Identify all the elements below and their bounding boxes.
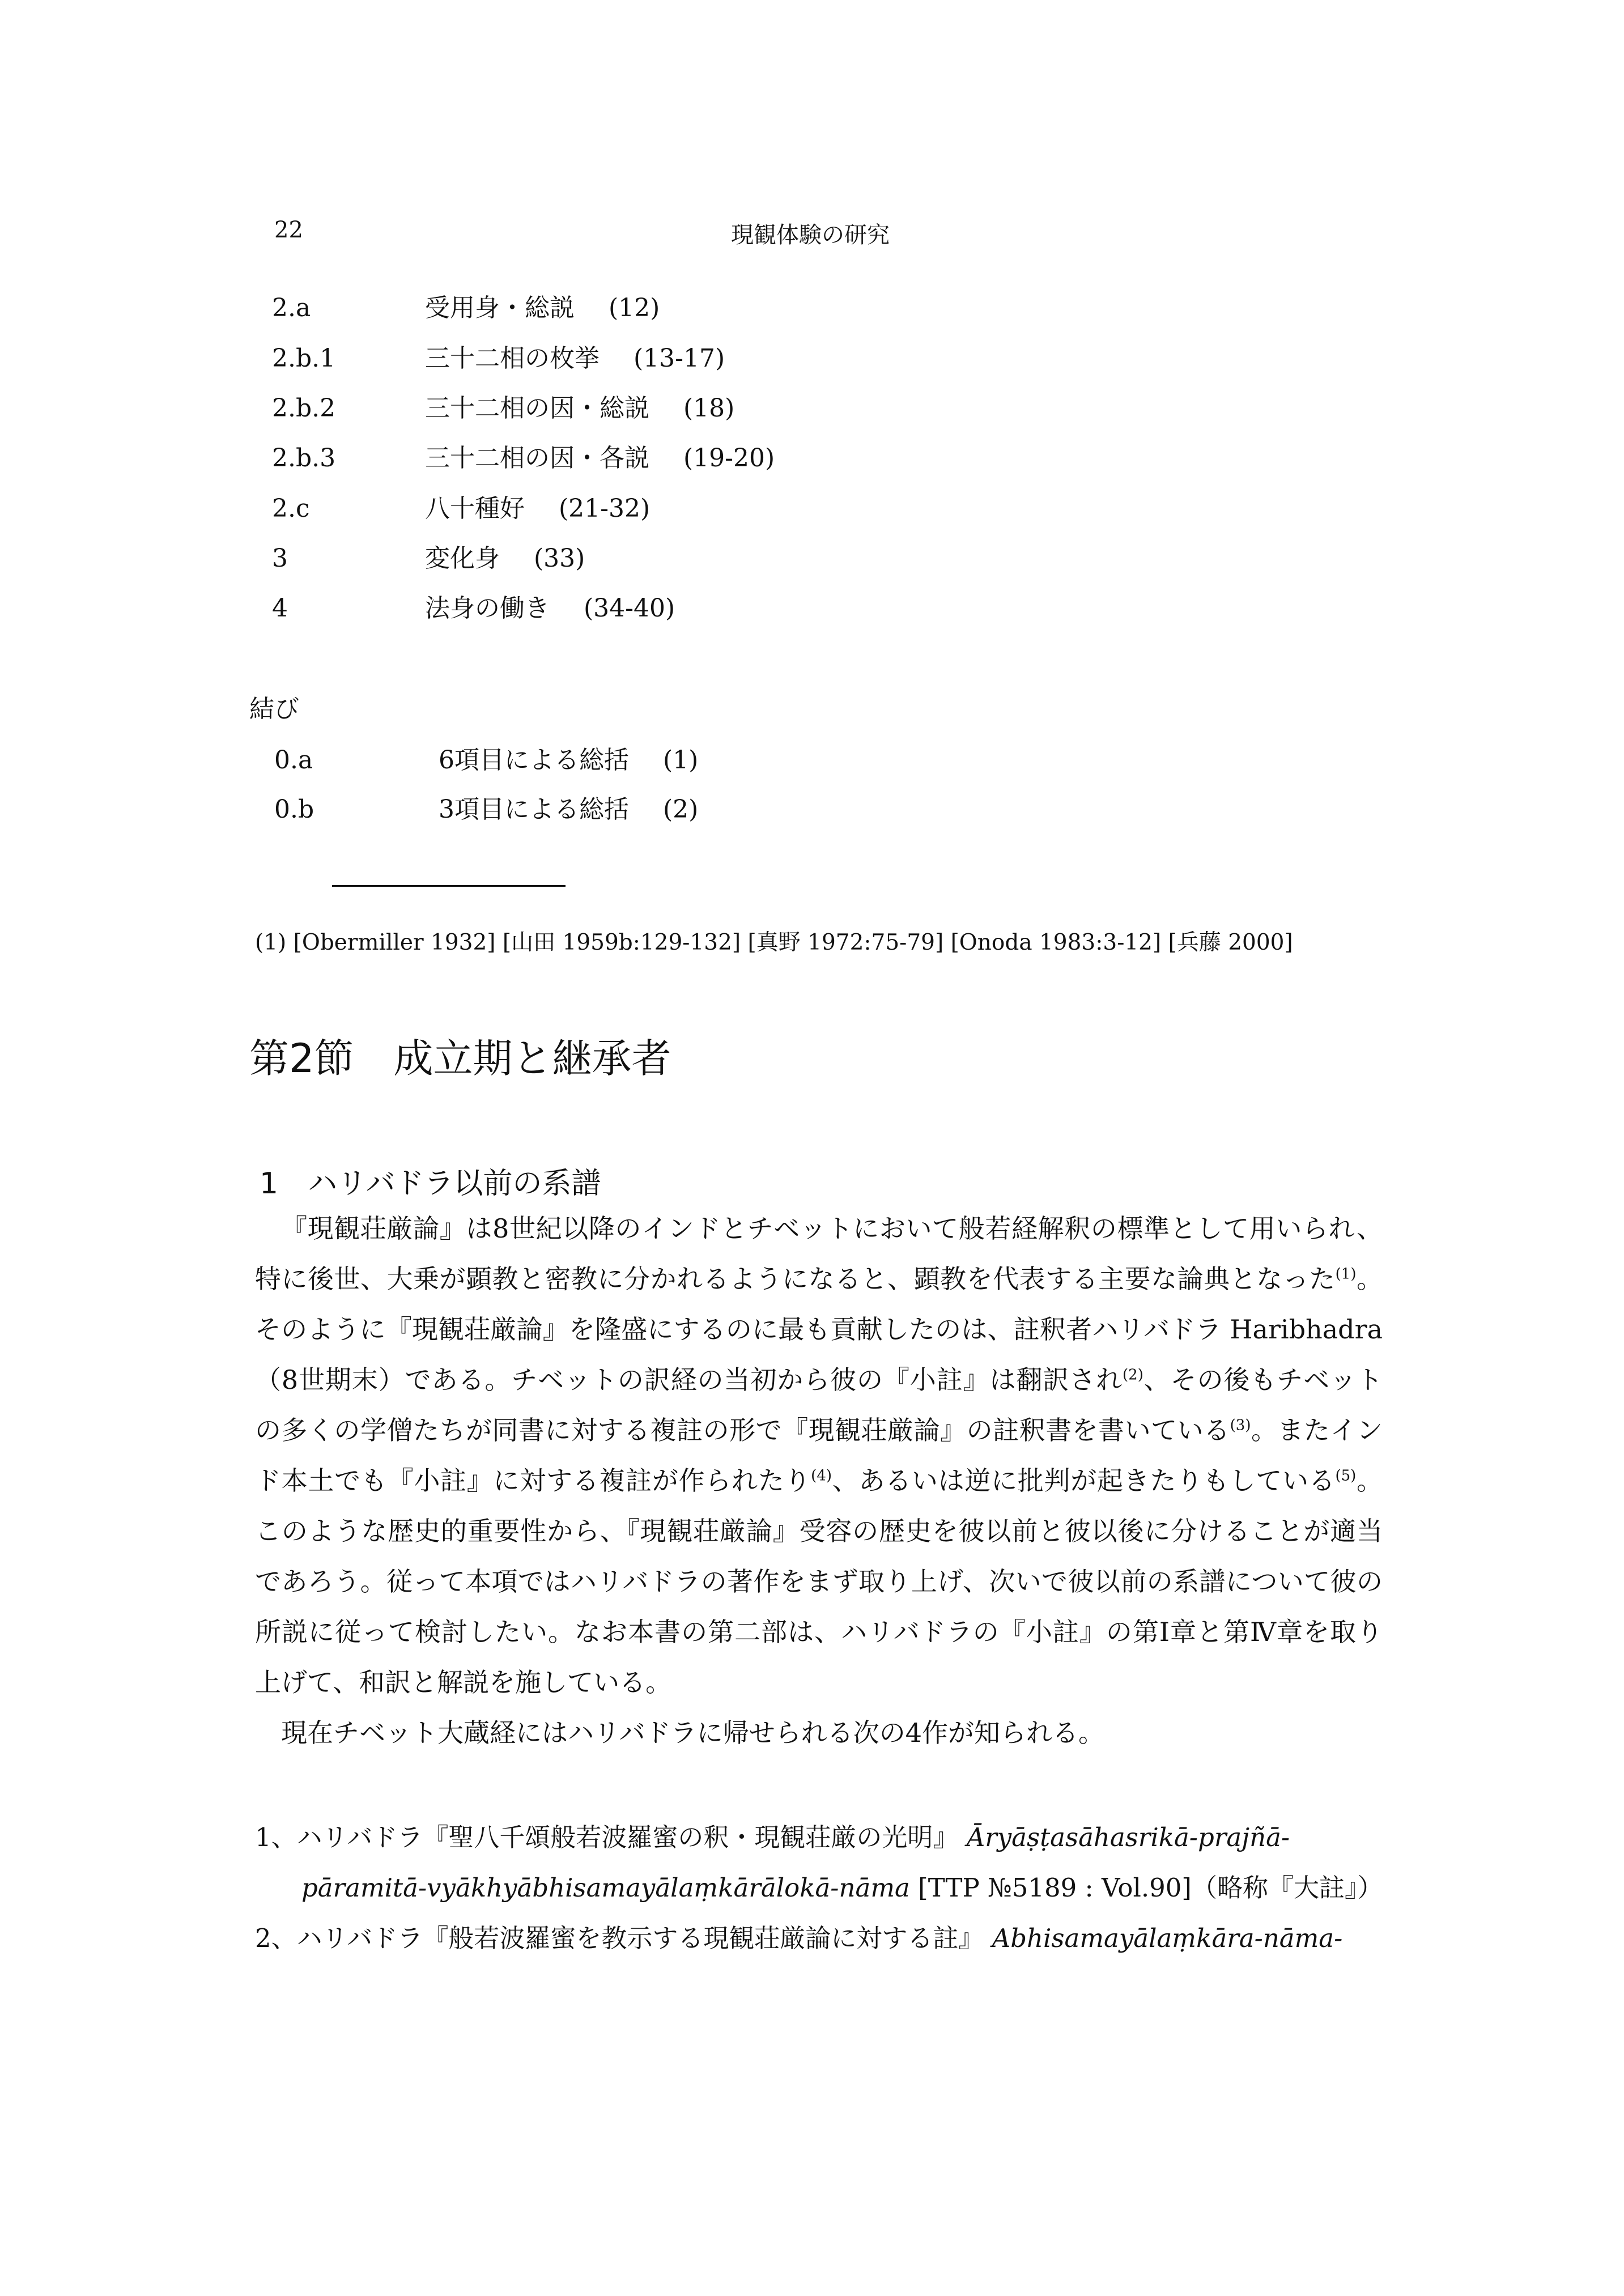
note-ref: (5): [1335, 1467, 1357, 1485]
outline-code: 4: [272, 594, 288, 623]
paragraph: [255, 1204, 1383, 1708]
body-text: [255, 1204, 1383, 1758]
outline-code: 2.b.1: [272, 344, 336, 373]
outline-row: [272, 437, 775, 474]
note-ref: (2): [1123, 1366, 1143, 1384]
subsection-title: 1 ハリバドラ以前の系譜: [260, 1167, 601, 1201]
list-item: [255, 1812, 1388, 1863]
work-title: Abhisamayālaṃkāra-nāma-: [992, 1923, 1343, 1953]
outline-row: [272, 538, 585, 574]
conclusion-code: 0.b: [274, 795, 314, 824]
outline-code: 3: [272, 544, 288, 573]
list-item: [255, 1913, 1388, 1963]
outline-row: [272, 488, 650, 524]
footnote-rule: [332, 885, 566, 887]
work-title: Āryāṣṭasāhasrikā-prajñā-: [966, 1822, 1290, 1852]
outline-code: 2.b.2: [272, 394, 336, 423]
work-number: 1、: [255, 1822, 297, 1852]
paragraph: 現在チベット大蔵経にはハリバドラに帰せられる次の4作が知られる。: [281, 1717, 1104, 1748]
outline-row: [272, 287, 660, 324]
outline-label: 法身の働き: [425, 594, 550, 623]
conclusion-label: 6項目による総括: [439, 746, 629, 775]
outline-row: [272, 588, 675, 624]
conclusion-range: (1): [663, 746, 699, 775]
conclusion-label: 3項目による総括: [439, 795, 629, 824]
conclusion-row: [274, 739, 698, 776]
work-prefix: ハリバドラ『般若波羅蜜を教示する現観荘厳論に対する註』: [296, 1923, 984, 1953]
conclusion-heading: 結び: [249, 695, 299, 724]
outline-row: [272, 388, 734, 424]
outline-range: (18): [683, 394, 735, 423]
list-item-continuation: [255, 1863, 1388, 1913]
work-number: 2、: [255, 1923, 297, 1953]
outline-range: (34-40): [584, 594, 675, 623]
outline-range: (21-32): [559, 494, 651, 523]
outline-range: (19-20): [683, 444, 775, 473]
outline-range: (13-17): [634, 344, 725, 373]
note-ref: (3): [1230, 1417, 1251, 1434]
conclusion-row: [274, 789, 698, 825]
running-title: 現観体験の研究: [731, 222, 890, 248]
outline-label: 変化身: [425, 544, 500, 573]
text-run: 『現観荘厳論』は8世紀以降のインドとチベットにおいて般若経解釈の標準として用いられ、特に後世、大乗が顕教と密教に分かれるようになると、顕教を代表する主要な論典となった: [255, 1213, 1383, 1294]
work-prefix: ハリバドラ『聖八千頌般若波羅蜜の釈・現観荘厳の光明』: [296, 1822, 959, 1852]
text-run: 、その後もチベットの多くの学僧たちが同書に対する複註の形で『現観荘厳論』の註釈書を書いている: [255, 1364, 1383, 1445]
outline-row: [272, 338, 725, 374]
text-run: 。またインド本土でも『小註』に対する複註が作られたり: [255, 1415, 1383, 1496]
conclusion-range: (2): [663, 795, 699, 824]
outline-code: 2.a: [272, 294, 311, 322]
outline-code: 2.c: [272, 494, 310, 523]
text-run: 。このような歴史的重要性から、『現観荘厳論』受容の歴史を彼以前と彼以後に分けることが適当であろう。従って本項ではハリバドラの著作をまず取り上げ、次いで彼以前の系譜について彼の所説に従って検討したい。なお本書の第二部は、ハリバドラの『小註』の第Ⅰ章と第Ⅳ章を取り上げて、和訳と解説を施している。: [255, 1465, 1383, 1698]
outline-range: (33): [534, 544, 585, 573]
outline-label: 受用身・総説: [425, 294, 575, 322]
footnote: (1) [Obermiller 1932] [山田 1959b:129-132] [真野 1972:75-79] [Onoda 1983:3-12] [兵藤 2000]: [255, 930, 1293, 955]
text-run: 。そのように『現観荘厳論』を隆盛にするのに最も貢献したのは、註釈者ハリバドラ Haribhadra（8世期末）である。チベットの訳経の当初から彼の『小註』は翻訳され: [255, 1264, 1383, 1395]
outline-label: 三十二相の因・総説: [425, 394, 649, 423]
outline-label: 三十二相の因・各説: [425, 444, 649, 473]
text-run: 、あるいは逆に批判が起きたりもしている: [832, 1465, 1336, 1496]
work-ref: [TTP №5189 : Vol.90]（略称『大註』）: [918, 1873, 1383, 1903]
note-ref: (1): [1335, 1265, 1357, 1283]
note-ref: (4): [811, 1467, 832, 1485]
outline-code: 2.b.3: [272, 444, 336, 473]
outline-label: 三十二相の枚挙: [425, 344, 600, 373]
page-number: 22: [274, 217, 303, 243]
outline-range: (12): [609, 294, 660, 322]
outline-label: 八十種好: [425, 494, 525, 523]
works-list: [255, 1812, 1388, 1963]
section-title: 第2節 成立期と継承者: [249, 1035, 671, 1082]
work-title: pāramitā-vyākhyābhisamayālaṃkārālokā-nāma: [301, 1873, 910, 1903]
conclusion-code: 0.a: [274, 746, 313, 775]
